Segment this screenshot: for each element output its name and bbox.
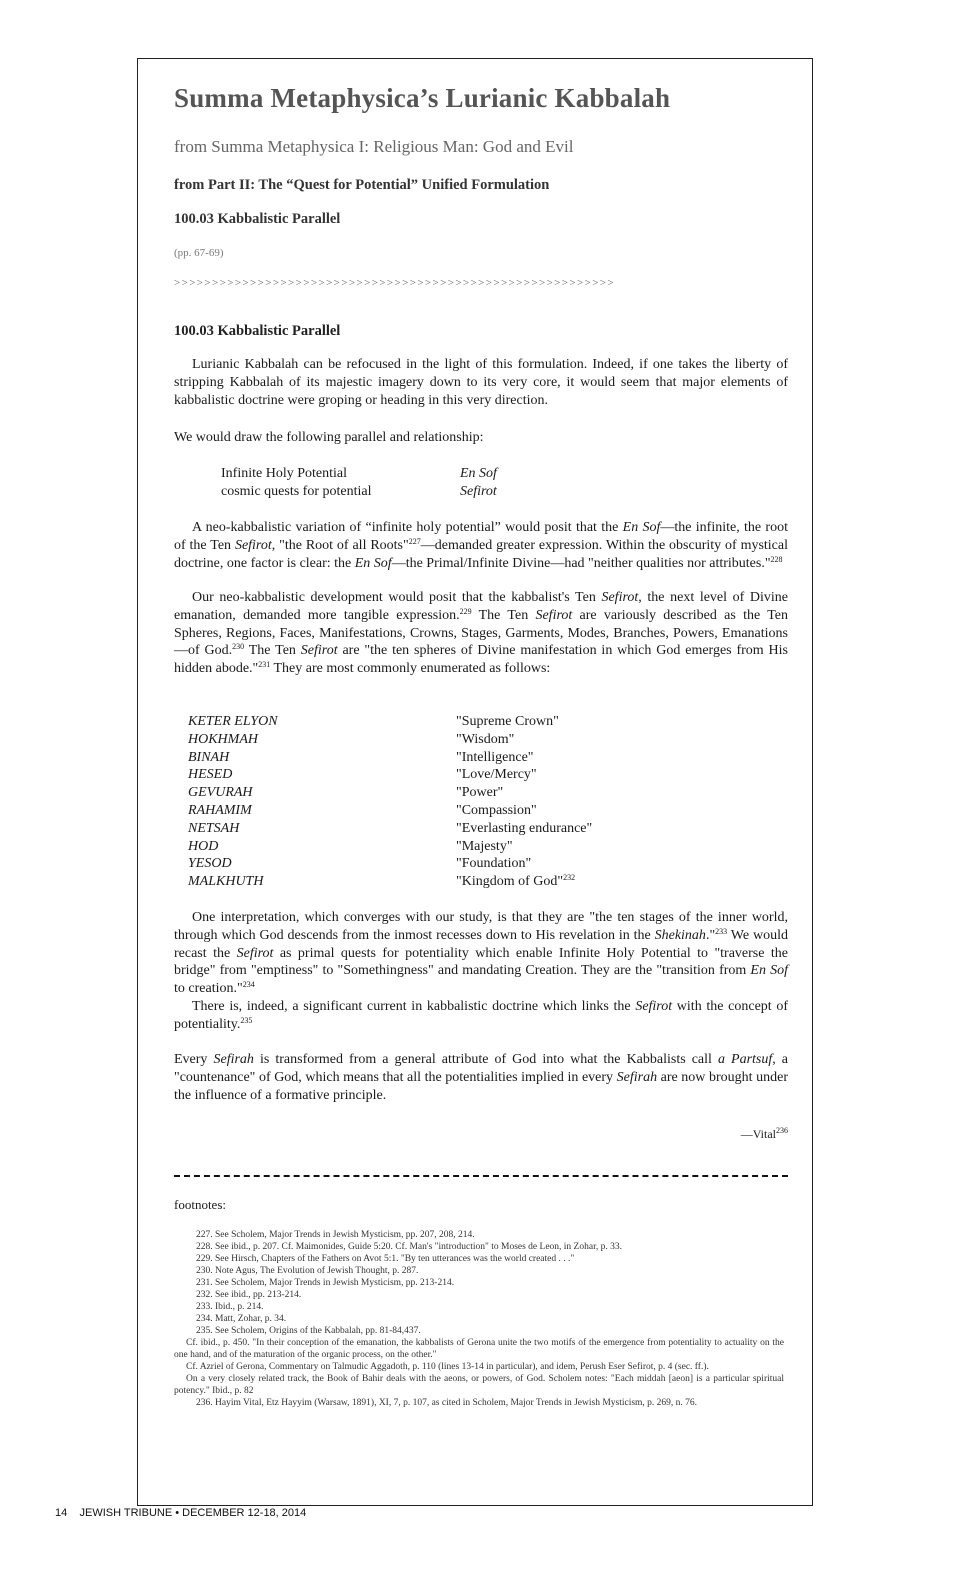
part-heading: from Part II: The “Quest for Potential” Unified Formulation: [174, 177, 550, 193]
article-subtitle: from Summa Metaphysica I: Religious Man: God and Evil: [174, 137, 574, 156]
page-footer: [55, 1507, 306, 1519]
footnotes-label: footnotes:: [174, 1197, 226, 1212]
footnote-item: 236. Hayim Vital, Etz Hayyim (Warsaw, 1891), XI, 7, p. 107, as cited in Scholem, Major Trends in Jewish Mysticism, p. 269, n. 76.: [196, 1398, 698, 1408]
paragraph-intro: Lurianic Kabbalah can be refocused in the light of this formulation. Indeed, if one takes the liberty of stripping Kabbalah of its majestic imagery down to its very core, it would seem that major elements of kabbalistic doctrine were groping or heading in this very direction.: [174, 357, 788, 408]
footnote-item: 231. See Scholem, Major Trends in Jewish Mysticism, pp. 213-214.: [196, 1278, 455, 1288]
footnote-continuation: On a very closely related track, the Book of Bahir deals with the aeons, or powers, of God. Scholem notes: "Each middah [aeon] is a particular spiritual potency." Ibid., p. 82: [174, 1374, 784, 1396]
footnote-divider: [174, 1175, 788, 1177]
parallel-right-1: En Sof: [460, 466, 497, 481]
sefirot-row: KETER ELYON "Supreme Crown": [188, 714, 559, 729]
footnote-continuation: Cf. Azriel of Gerona, Commentary on Talmudic Aggadoth, p. 110 (lines 13-14 in particular), and idem, Perush Eser Sefirot, p. 4 (sec. ff.).: [186, 1362, 709, 1372]
block-quote: Every Sefirah is transformed from a general attribute of God into what the Kabbalists call a Partsuf, a "countenance" of God, which means that all the potentialities implied in every Sefirah are now brought under the influence of a formative principle.: [174, 1052, 789, 1103]
footnote-ref: 236: [776, 1126, 788, 1135]
footnote-ref: 230: [232, 642, 245, 652]
sefirot-row: MALKHUTH "Kingdom of God"$^{232}$: [188, 873, 576, 890]
quote-attribution: —Vital$^{236}$: [740, 1126, 788, 1141]
paragraph-potentiality: There is, indeed, a significant current in kabbalistic doctrine which links the Sefirot with the concept of potentiality.$^{235}$: [174, 999, 789, 1032]
parallel-left-1: Infinite Holy Potential: [221, 466, 347, 481]
section-heading-body: 100.03 Kabbalistic Parallel: [174, 323, 341, 339]
paragraph-sefirot: Our neo-kabbalistic development would posit that the kabbalist's Ten Sefirot, the next level of Divine emanation, demanded more tangible expression.$^{229}$ The Ten Sefirot are variously described as the Ten Spheres, Regions, Faces, Manifestations, Crowns, Stages, Garments, Modes, Branches, Powers, Emanations—of God.$^{230}$ The Ten Sefirot are "the ten spheres of Divine manifestation in which God emerges from His hidden abode."$^{231}$ They are most commonly enumerated as follows:: [174, 590, 789, 677]
page-number: 14: [55, 1507, 68, 1519]
footnote-ref: 233: [715, 926, 728, 936]
footnote-item: 232. See ibid., pp. 213-214.: [196, 1290, 302, 1300]
parallel-right-2: Sefirot: [460, 484, 497, 499]
sefirot-row: NETSAH "Everlasting endurance": [188, 820, 593, 836]
sefirot-row: GEVURAH "Power": [188, 785, 504, 801]
footnote-continuation: Cf. ibid., p. 450. "In their conception of the emanation, the kabbalists of Gerona unite the two motifs of the emergence from potentiality to actuality on the one hand, and of the maturation of the organic process, on the other.": [174, 1338, 784, 1360]
footnote-item: 234. Matt, Zohar, p. 34.: [196, 1314, 287, 1324]
sefirot-row: HESED "Love/Mercy": [188, 767, 537, 783]
parallel-left-2: cosmic quests for potential: [221, 484, 372, 499]
arrow-divider: >>>>>>>>>>>>>>>>>>>>>>>>>>>>>>>>>>>>>>>>>>>>>>>>>>>>>>>>>>: [174, 277, 616, 289]
footnote-item: 228. See ibid., p. 207. Cf. Maimonides, Guide 5:20. Cf. Man's "introduction" to Moses de Leon, in Zohar, p. 33.: [196, 1242, 622, 1252]
page-range: (pp. 67-69): [174, 247, 224, 259]
sefirot-row: HOD "Majesty": [188, 838, 513, 854]
footnote-ref: 227: [408, 536, 421, 546]
section-heading: 100.03 Kabbalistic Parallel: [174, 211, 341, 227]
footnote-item: 235. See Scholem, Origins of the Kabbalah, pp. 81-84,437.: [196, 1326, 421, 1336]
footnote-ref: 228: [770, 554, 783, 564]
sefirot-row: HOKHMAH "Wisdom": [188, 731, 515, 747]
sefirot-row: YESOD "Foundation": [188, 856, 532, 872]
sefirot-row: BINAH "Intelligence": [188, 749, 534, 765]
footnote-item: 230. Note Agus, The Evolution of Jewish Thought, p. 287.: [196, 1266, 419, 1276]
paragraph-interpretation: One interpretation, which converges with our study, is that they are "the ten stages of the inner world, through which God descends from the inmost recesses down to His revelation in the Shekinah."$^{233}$ We would recast the Sefirot as primal quests for potentiality which enable Infinite Holy Potential to "traverse the bridge" from "emptiness" to "Somethingness" and mandating Creation. They are the "transition from En Sof to creation."$^{234}$: [174, 910, 788, 997]
footnote-ref: 234: [242, 980, 255, 990]
footnote-item: 227. See Scholem, Major Trends in Jewish Mysticism, pp. 207, 208, 214.: [196, 1230, 475, 1240]
footnote-list: [174, 1229, 784, 1409]
publication-line: JEWISH TRIBUNE • DECEMBER 12-18, 2014: [79, 1507, 307, 1519]
sefirot-row: RAHAMIM "Compassion": [188, 802, 537, 818]
footnote-item: 229. See Hirsch, Chapters of the Fathers on Avot 5:1. "By ten utterances was the world created . . .": [196, 1254, 575, 1264]
footnote-ref: 235: [240, 1015, 253, 1025]
article-title: Summa Metaphysica’s Lurianic Kabbalah: [174, 83, 671, 113]
footnote-ref: 232: [563, 873, 576, 883]
paragraph-en-sof: A neo-kabbalistic variation of “infinite holy potential” would posit that the En Sof—the infinite, the root of the Ten Sefirot, "the Root of all Roots"$^{227}$—demanded greater expression. Within the obscurity of mystical doctrine, one factor is clear: the En Sof—the Primal/Infinite Divine—had "neither qualities nor attributes."$^{228}$: [174, 520, 789, 571]
paragraph-parallel-intro: We would draw the following parallel and relationship:: [174, 430, 484, 445]
footnote-ref: 229: [459, 606, 472, 616]
article-frame: [137, 58, 813, 1506]
footnote-ref: 231: [258, 660, 271, 670]
footnote-item: 233. Ibid., p. 214.: [196, 1302, 264, 1312]
sefirot-list: [188, 714, 748, 892]
